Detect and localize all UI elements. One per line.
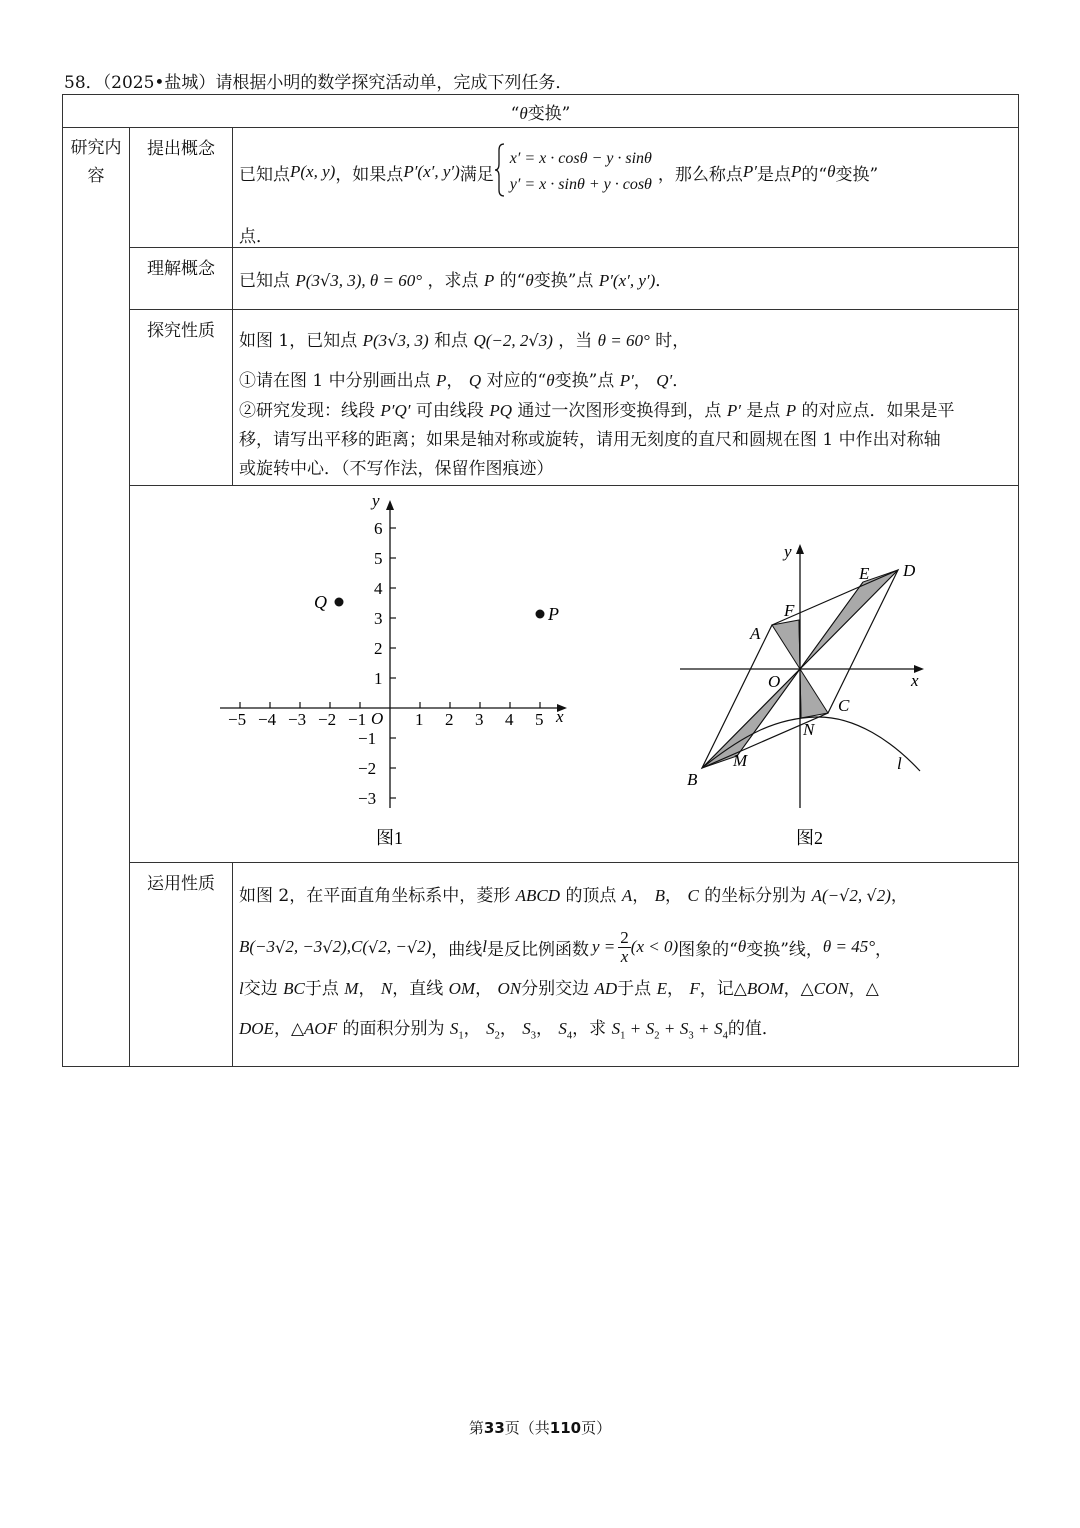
category-label: 研究内容 — [70, 138, 122, 186]
fig2-label-F: F — [784, 601, 795, 620]
sheet-title: “θ变换” — [63, 95, 1019, 128]
fig1-y-label: y — [372, 491, 380, 510]
figures-cell — [130, 486, 1019, 863]
concept-content: 已知点 P(x, y) ，如果点 P′(x′, y′) 满足 x′ = x · cosθ − y · sinθ y′ = x · sinθ + y · cosθ ，那么称点 P′ 是点 P 的“ θ 变换” 点． — [233, 128, 1019, 248]
fig1-x-tick-label: −4 — [258, 710, 277, 729]
apply-content: 如图 2，在平面直角坐标系中，菱形 ABCD 的顶点 A， B， C 的坐标分别为 A(−√2, √2)， B(−3 √ 2, −3 √ 2), C( √ 2, − √ 2) ，曲线 l 是反比例函数 y = $\frac{2}{x}$ (x < 0) 图象的“ θ 变换”线， θ = 45° ， l交边 BC于点 M， N，直线 OM， ON分别交边 AD于点 E， F，记△BOM，△CON，△ DOE，△AOF 的面积分别为 $S_1$， $S_2$， $S_3$， $S_4$，求 $S_1 + S_2 + S_3 + S_4$的值． — [233, 863, 1019, 1067]
fig1-caption: 图1 — [376, 828, 403, 848]
fig2-y-arrow — [796, 544, 804, 554]
fig1-point-P — [536, 610, 545, 619]
equation-system — [494, 142, 506, 203]
fig1-x-tick-label: −2 — [318, 710, 337, 729]
fig2-caption: 图2 — [796, 828, 823, 848]
fig2-y-label: y — [784, 542, 792, 561]
fig2-label-A: A — [750, 624, 761, 643]
fig2-label-B: B — [687, 770, 698, 789]
problem-prompt: 请根据小明的数学探究活动单，完成下列任务． — [215, 73, 573, 93]
fig1-y-tick-label: 4 — [374, 579, 383, 598]
figure-2 — [680, 542, 924, 848]
fig2-label-M: M — [733, 751, 748, 770]
problem-source: （2025•盐城） — [102, 73, 216, 93]
fig2-label-C: C — [838, 696, 850, 715]
fig1-y-tick-label: 2 — [374, 639, 383, 658]
fig2-x-label: x — [911, 671, 919, 690]
fig1-label-P: P — [548, 604, 559, 624]
fig1-y-tick-label: 3 — [374, 609, 383, 628]
understand-content: 已知点 P(3√3, 3), θ = 60° ，求点 P 的“θ变换”点 P′(x′, y′)． — [233, 248, 1019, 310]
fig2-origin: O — [768, 672, 781, 691]
fig2-label-D: D — [903, 561, 916, 580]
fig1-origin: O — [371, 709, 384, 728]
fig1-y-tick-label: −1 — [358, 729, 377, 748]
activity-sheet — [62, 94, 1019, 1067]
fig1-x-tick-label: −3 — [288, 710, 307, 729]
label-apply: 运用性质 — [130, 863, 233, 1067]
triangle-AOF — [772, 620, 800, 669]
problem-number: 58． — [64, 73, 103, 93]
fig1-point-Q — [335, 598, 344, 607]
fig1-y-tick-label: −2 — [358, 759, 377, 778]
fig1-x-tick-label: 2 — [445, 710, 454, 729]
fig2-label-N: N — [803, 720, 815, 739]
total-pages: 110 — [549, 1419, 582, 1437]
explore-content: 如图 1，已知点 P(3√3, 3) 和点 Q(−2, 2√3) ，当 θ = 60° 时， ①请在图 1 中分别画出点 P， Q 对应的“θ变换”点 P′， Q′． ②研究发现：线段 P′Q′ 可由线段 PQ 通过一次图形变换得到，点 P′ 是点 P 的对应点．如果是平 移，请写出平移的距离；如果是轴对称或旋转，请用无刻度的直尺和圆规在图 1 中作出对称轴 或旋转中心．（不写作法，保留作图痕迹） — [233, 310, 1019, 486]
fig1-y-tick-label: 1 — [374, 669, 383, 688]
fig1-x-tick-label: 1 — [415, 710, 424, 729]
problem-statement — [64, 68, 572, 93]
fraction-2-over-x: $\frac{2}{x}$ — [620, 927, 629, 966]
fig1-label-Q: Q — [314, 592, 327, 612]
label-understand: 理解概念 — [130, 248, 233, 310]
fig1-y-tick-label: 5 — [374, 549, 383, 568]
fig2-label-l: l — [897, 754, 902, 773]
fig1-x-label: x — [556, 707, 564, 726]
triangle-CON — [800, 669, 828, 718]
page-number: 33 — [483, 1419, 505, 1437]
fig1-x-tick-label: 3 — [475, 710, 484, 729]
fig1-x-tick-label: 4 — [505, 710, 514, 729]
left-brace — [494, 142, 506, 198]
fig1-y-tick-label: 6 — [374, 519, 383, 538]
fig1-x-ticks — [228, 702, 544, 729]
figures-canvas — [130, 486, 1016, 858]
equation-2: y′ = x · sinθ + y · cosθ — [509, 176, 652, 193]
equation-1: x′ = x · cosθ − y · sinθ — [509, 150, 652, 167]
fig2-label-E: E — [859, 564, 870, 583]
label-explore: 探究性质 — [130, 310, 233, 486]
page-footer: 第33页（共110页） — [468, 1419, 612, 1437]
fig1-x-tick-label: 5 — [535, 710, 544, 729]
fig1-x-tick-label: −1 — [348, 710, 367, 729]
fig1-y-arrow — [386, 500, 394, 510]
category-cell — [63, 128, 130, 1067]
fig1-x-tick-label: −5 — [228, 710, 247, 729]
figure-1 — [220, 491, 567, 848]
fig1-y-tick-label: −3 — [358, 789, 377, 808]
label-concept: 提出概念 — [130, 128, 233, 248]
